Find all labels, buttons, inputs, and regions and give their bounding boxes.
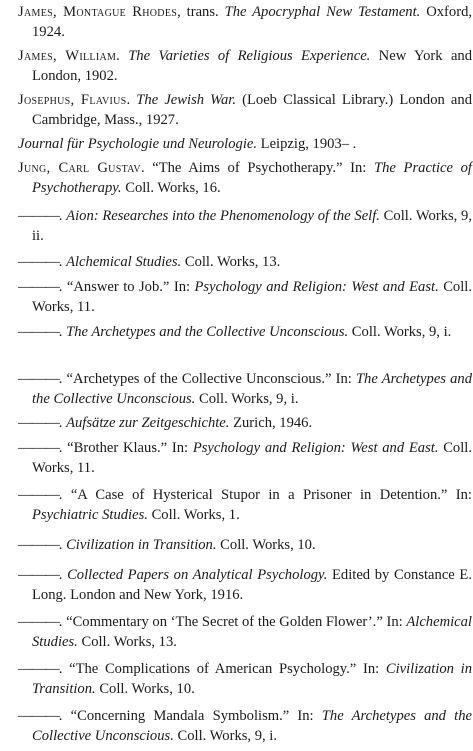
entry-title: Alchemical Studies. — [32, 614, 472, 650]
bib-entry — [18, 277, 472, 317]
entry-text: . “Answer to Job.” In: — [58, 279, 195, 295]
entry-text: Oxford, 1924. — [32, 4, 473, 40]
entry-text: Coll. Works, 9, i. — [173, 728, 278, 744]
ditto-dash: ——— — [18, 208, 59, 224]
entry-text: Coll. Works, 1. — [147, 507, 240, 523]
entry-text: . “Brother Klaus.” In: — [58, 440, 193, 456]
entry-text: Coll. Works, 11. — [32, 440, 472, 476]
ditto-dash: ——— — [18, 440, 59, 456]
entry-text: Edited by Constance E. Long. London and New York, 1916. — [32, 567, 472, 603]
entry-title: The Jewish War. — [136, 92, 236, 108]
ditto-dash: ——— — [18, 371, 59, 387]
bib-entry — [18, 2, 472, 42]
entry-text: Coll. Works, 13. — [77, 634, 177, 650]
entry-text: . — [58, 208, 67, 224]
bib-entry — [18, 535, 472, 555]
entry-title: Civilization in Transition. — [32, 661, 472, 697]
entry-text: . — [126, 92, 137, 108]
entry-title: The Archetypes and the Collective Unconscious. — [66, 324, 349, 340]
author-name: James, Montague Rhodes — [18, 4, 178, 20]
entry-text: . “Archetypes of the Collective Unconscious.” In: — [58, 371, 356, 387]
entry-title: Psychology and Religion: West and East. — [194, 279, 439, 295]
bib-entry — [18, 565, 472, 605]
bib-entry — [18, 90, 472, 130]
entry-text: Leipzig, 1903– . — [257, 136, 357, 152]
bib-entry — [18, 413, 472, 433]
entry-title: Collected Papers on Analytical Psychology. — [67, 567, 328, 583]
entry-text: . — [58, 324, 67, 340]
bib-entry — [18, 252, 472, 272]
entry-text: Coll. Works, 9, i. — [348, 324, 452, 340]
entry-text: . “The Aims of Psychotherapy.” In: — [140, 160, 374, 176]
entry-text: . — [58, 567, 68, 583]
entry-text: Coll. Works, 9, i. — [195, 391, 299, 407]
entry-title: The Archetypes and the Collective Unconscious. — [32, 371, 472, 407]
entry-text: . — [116, 48, 129, 64]
ditto-dash: ——— — [18, 537, 59, 553]
entry-text: . — [58, 415, 67, 431]
entry-text: . “The Complications of American Psychology.” In: — [58, 661, 386, 677]
entry-title: The Varieties of Religious Experience. — [128, 48, 371, 64]
entry-text: New York and London, 1902. — [32, 48, 473, 84]
ditto-dash: ——— — [18, 661, 59, 677]
entry-text: (Loeb Classical Library.) London and Cambridge, Mass., 1927. — [32, 92, 472, 128]
entry-text: . “Concerning Mandala Symbolism.” In: — [58, 708, 322, 724]
entry-title: Psychiatric Studies. — [32, 507, 148, 523]
entry-title: The Apocryphal New Testament. — [224, 4, 421, 20]
ditto-dash: ——— — [18, 708, 59, 724]
entry-title: Civilization in Transition. — [66, 537, 217, 553]
ditto-dash: ——— — [18, 324, 59, 340]
author-name: Jung, Carl Gustav — [18, 160, 141, 176]
entry-title: The Archetypes and the Collective Unconscious. — [32, 708, 472, 744]
entry-text: . — [58, 537, 67, 553]
ditto-dash: ——— — [18, 567, 59, 583]
ditto-dash: ——— — [18, 415, 59, 431]
bib-entry — [18, 706, 472, 746]
entry-title: The Practice of Psychotherapy. — [32, 160, 472, 196]
entry-text: . “A Case of Hysterical Stupor in a Prisoner in Detention.” In: — [58, 487, 472, 503]
bib-entry — [18, 438, 472, 478]
ditto-dash: ——— — [18, 279, 59, 295]
bib-entry — [18, 485, 472, 525]
ditto-dash: ——— — [18, 614, 59, 630]
entry-text: Coll. Works, 11. — [32, 279, 472, 315]
bib-entry — [18, 369, 472, 409]
entry-title: Aion: Researches into the Phenomenology of the Self. — [66, 208, 380, 224]
ditto-dash: ——— — [18, 487, 59, 503]
entry-title: Journal für Psychologie und Neurologie. — [18, 136, 258, 152]
entry-text: Coll. Works, 10. — [216, 537, 316, 553]
bib-entry — [18, 134, 472, 154]
entry-title: Psychology and Religion: West and East. — [192, 440, 439, 456]
bib-entry — [18, 322, 472, 342]
bib-entry — [18, 612, 472, 652]
entry-text: Coll. Works, 16. — [121, 180, 221, 196]
entry-text: Zurich, 1946. — [229, 415, 313, 431]
author-name: James, William — [18, 48, 117, 64]
entry-text: Coll. Works, 9, ii. — [32, 208, 473, 244]
entry-text: . “Commentary on ‘The Secret of the Golden Flower’.” In: — [58, 614, 407, 630]
entry-text: , trans. — [177, 4, 225, 20]
entry-text: . — [58, 254, 67, 270]
author-name: Josephus, Flavius — [18, 92, 127, 108]
entry-text: Coll. Works, 10. — [95, 681, 195, 697]
entry-title: Aufsätze zur Zeitgeschichte. — [66, 415, 230, 431]
entry-text: Coll. Works, 13. — [181, 254, 281, 270]
bib-entry — [18, 46, 472, 86]
bib-entry — [18, 659, 472, 699]
ditto-dash: ——— — [18, 254, 59, 270]
bib-entry — [18, 158, 472, 198]
entry-title: Alchemical Studies. — [66, 254, 182, 270]
bib-entry — [18, 206, 472, 246]
